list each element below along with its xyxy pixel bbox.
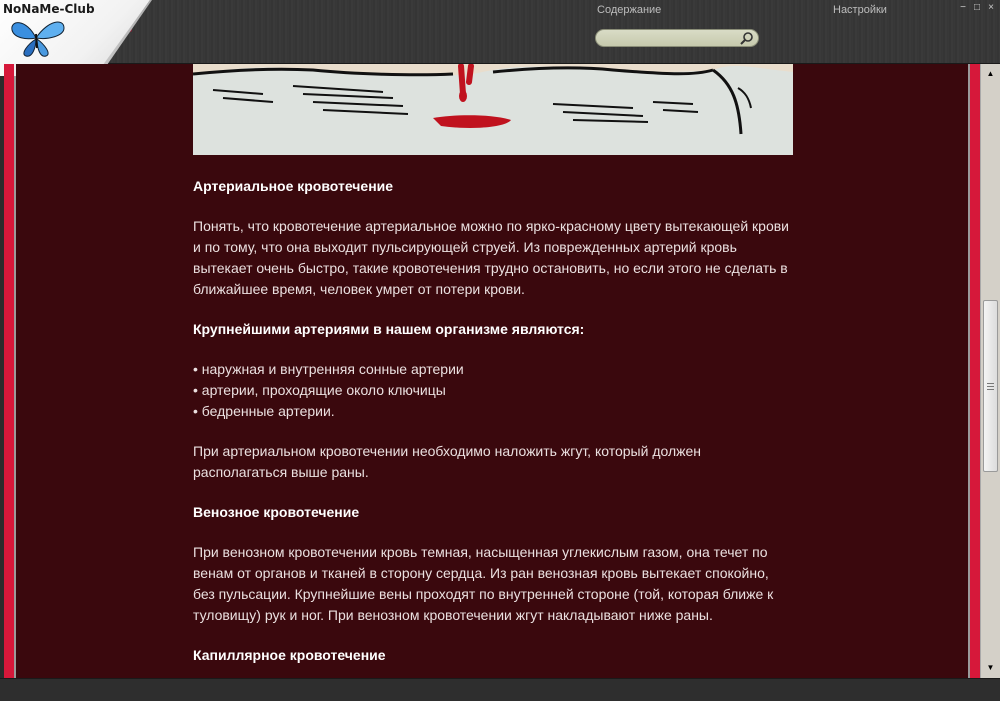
search-box [595, 29, 759, 47]
scroll-down-icon[interactable]: ▼ [986, 663, 995, 672]
vertical-scrollbar[interactable] [980, 64, 1000, 678]
bottom-bar [0, 678, 1000, 701]
section-heading-arterial: Артериальное кровотечение [193, 178, 394, 194]
search-icon[interactable] [740, 31, 754, 45]
paragraph-arterial: Понять, что кровотечение артериальное можно по ярко-красному цвету вытекающей крови и по тому, что она выходит пульсирующей струей. Из поврежденных артерий кровь вытекает очень быстро, такие кровотечения трудно остановить, но если этого не сделать в ближайшее время, человек умрет от потери крови. [193, 218, 789, 297]
logo-text: NoNaMe-Club [3, 2, 95, 16]
maximize-button[interactable]: □ [973, 2, 981, 13]
settings-link[interactable]: Настройки [833, 4, 887, 16]
list-item: • бедренные артерии. [193, 403, 335, 419]
article-viewport [16, 64, 968, 678]
scroll-thumb[interactable] [983, 300, 998, 472]
section-heading-largest-arteries: Крупнейшими артериями в нашем организме являются: [193, 321, 585, 337]
section-heading-venous: Венозное кровотечение [193, 504, 360, 520]
frame-right-border [970, 64, 980, 678]
frame-left-border [4, 64, 14, 678]
wound-illustration [193, 64, 793, 155]
paragraph-venous: При венозном кровотечении кровь темная, насыщенная углекислым газом, она течет по венам от органов и тканей в сторону сердца. Из ран венозная кровь вытекает спокойно, без пульсации. Крупнейшие вены проходят по внутренней стороне (той, которая ближе к туловищу) рук и ног. При венозном кровотечении жгут накладывают ниже раны. [193, 544, 774, 623]
butterfly-icon [6, 14, 68, 60]
list-item: • артерии, проходящие около ключицы [193, 382, 446, 398]
article [193, 64, 793, 666]
scroll-up-icon[interactable]: ▲ [986, 69, 995, 78]
search-input[interactable] [604, 31, 746, 49]
section-heading-capillary: Капиллярное кровотечение [193, 647, 386, 663]
close-button[interactable]: × [988, 2, 994, 13]
minimize-button[interactable]: − [960, 2, 966, 13]
toc-link[interactable]: Содержание [597, 4, 662, 16]
paragraph-tourniquet-arterial: При артериальном кровотечении необходимо наложить жгут, который должен располагаться выше раны. [193, 443, 702, 480]
list-item: • наружная и внутренняя сонные артерии [193, 361, 464, 377]
